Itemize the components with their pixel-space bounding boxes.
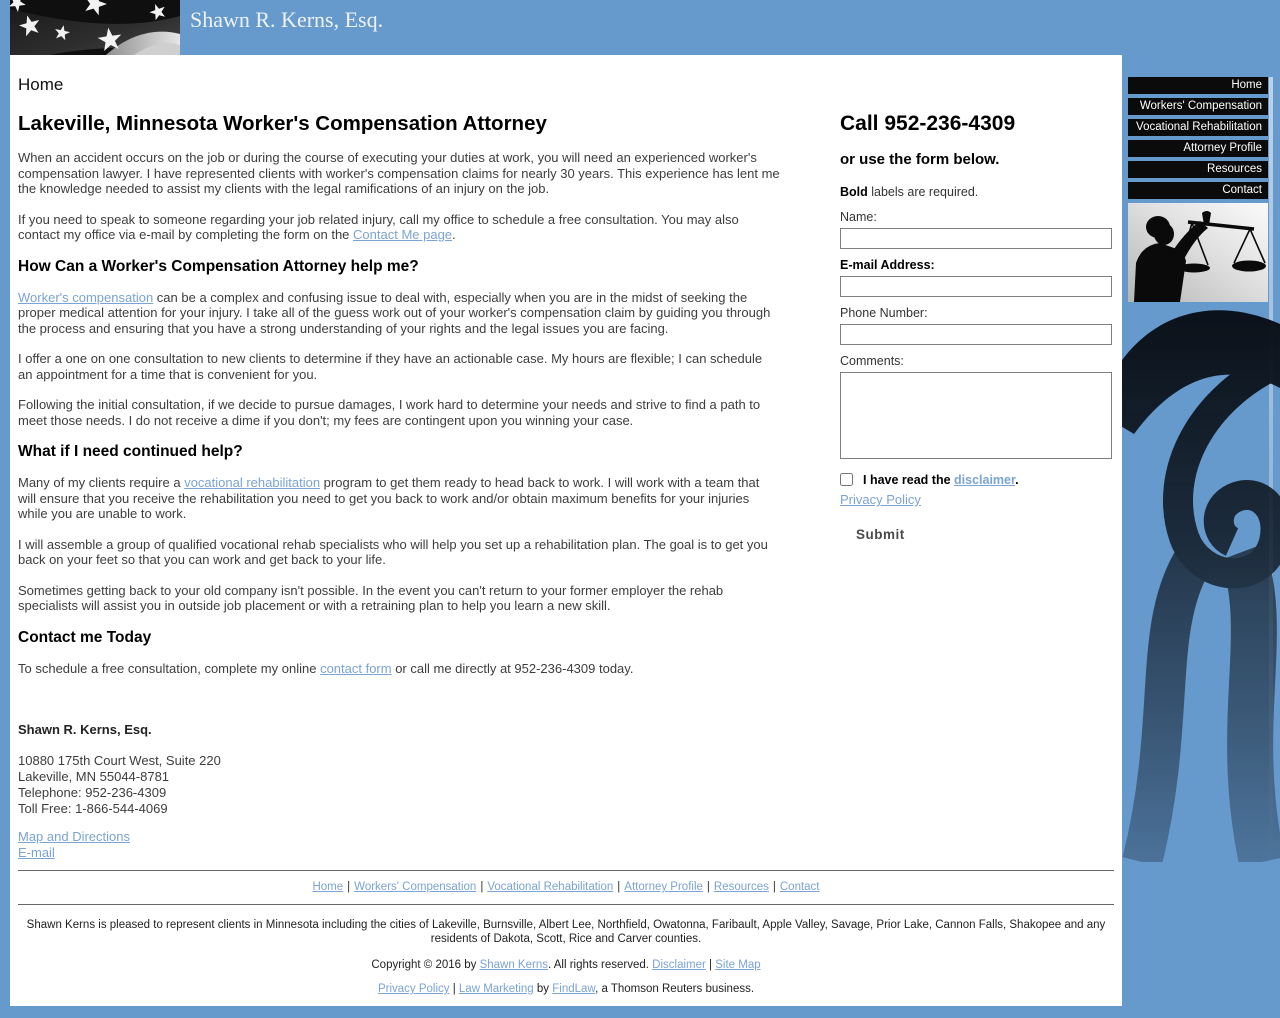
tollfree-line: Toll Free: 1-866-544-4069 [18, 801, 168, 816]
footer-disclaimer-link[interactable]: Disclaimer [652, 959, 706, 971]
ribbon-graphic [1122, 302, 1280, 862]
text-segment: Copyright © 2016 by [371, 959, 480, 971]
phone-input[interactable] [840, 324, 1112, 345]
privacy-policy-link[interactable]: Privacy Policy [840, 492, 921, 507]
page-title: Lakeville, Minnesota Worker's Compensation Attorney [18, 112, 547, 135]
contact-card [18, 722, 780, 861]
footer-nav-contact[interactable]: Contact [779, 881, 820, 893]
footer-nav-attorney-profile[interactable]: Attorney Profile [624, 881, 703, 893]
contact-me-page-link[interactable]: Contact Me page [353, 227, 453, 242]
separator: | [772, 881, 776, 893]
footer-nav-workers-compensation[interactable]: Workers' Compensation [354, 881, 477, 893]
separator: | [706, 881, 710, 893]
sidebar-item-home[interactable]: Home [1128, 77, 1268, 94]
disclaimer-link[interactable]: disclaimer [954, 473, 1016, 487]
contact-form-panel [840, 112, 1112, 544]
email-label: E-mail Address: [840, 258, 935, 272]
comments-label: Comments: [840, 354, 904, 368]
sidebar-item-workers-compensation[interactable]: Workers' Compensation [1128, 98, 1268, 115]
text-segment: . All rights reserved. [547, 959, 653, 971]
footer-privacy-policy-link[interactable]: Privacy Policy [377, 983, 450, 995]
text-segment: . [1015, 473, 1019, 487]
text-segment: Bold [840, 185, 868, 199]
separator: | [705, 959, 716, 971]
email-link[interactable]: E-mail [18, 845, 55, 860]
text-segment: . [452, 227, 456, 242]
intro-paragraph-2 [18, 212, 780, 243]
call-phone-heading: Call 952-236-4309 [840, 112, 1016, 135]
email-input[interactable] [840, 276, 1112, 297]
law-marketing-link[interactable]: Law Marketing [458, 983, 534, 995]
attorney-name: Shawn R. Kerns, Esq. [18, 722, 152, 737]
continued-paragraph-1 [18, 475, 780, 522]
continued-paragraph-3: Sometimes getting back to your old company isn't possible. In the event you can't return to your former employer the rehab specialists will assist you in outside job placement or with a retraining plan to help you learn a new skill. [18, 582, 724, 613]
help-paragraph-2: I offer a one on one consultation to new clients to determine if they have an actionable case. My hours are flexible; I can schedule an appointment for a time that is convenient for you. [18, 351, 763, 382]
footer-nav [18, 871, 1114, 904]
section-heading-continued: What if I need continued help? [18, 443, 243, 460]
text-segment: program to get them ready to head back to work. I will work with a team that will ensure that you receive the rehabilitation you need to get you back to work and/or obtain maximum benefits for your injuries while you are unable to work. [18, 475, 760, 521]
address-line-1: 10880 175th Court West, Suite 220 [18, 753, 221, 768]
footer-legal [18, 983, 1114, 995]
text-segment: I have read the [863, 473, 955, 487]
main-content [18, 112, 780, 861]
name-input[interactable] [840, 228, 1112, 249]
footer-disclaimer-text: Shawn Kerns is pleased to represent clients in Minnesota including the cities of Lakeville, Burnsville, Albert Lee, Northfield, Owatonna, Faribault, Apple Valley, Savage, Prior Lake, Cannon Falls, Shakopee and any residents of Dakota, Scott, Rice and Carver counties. [26, 919, 1106, 945]
page-footer [18, 870, 1114, 995]
text-segment: If you need to speak to someone regarding your job related injury, call my office to schedule a free consultation. You may also contact my office via e-mail by completing the form on the [18, 211, 739, 242]
shawn-kerns-link[interactable]: Shawn Kerns [479, 959, 548, 971]
help-paragraph-3: Following the initial consultation, if we decide to pursue damages, I work hard to determine your needs and strive to find a path to meet those needs. I do not receive a dime if you don't; my fees are contingent upon you winning your case. [18, 397, 761, 428]
separator: | [347, 881, 351, 893]
sidebar-item-contact[interactable]: Contact [1128, 182, 1268, 199]
workers-compensation-link[interactable]: Worker's compensation [18, 289, 154, 305]
address-line-2: Lakeville, MN 55044-8781 [18, 769, 170, 784]
continued-paragraph-2: I will assemble a group of qualified vocational rehab specialists who will help you set up a rehabilitation plan. The goal is to get you back on your feet so that you can work and get back to your life. [18, 536, 768, 567]
sidebar-item-attorney-profile[interactable]: Attorney Profile [1128, 140, 1268, 157]
phone-line: Telephone: 952-236-4309 [18, 785, 167, 800]
separator: | [449, 983, 459, 995]
sidebar-item-vocational-rehabilitation[interactable]: Vocational Rehabilitation [1128, 119, 1268, 136]
site-map-link[interactable]: Site Map [715, 959, 761, 971]
contact-paragraph [18, 661, 780, 677]
findlaw-link[interactable]: FindLaw [552, 983, 596, 995]
section-heading-contact: Contact me Today [18, 628, 152, 646]
site-title: Shawn R. Kerns, Esq. [190, 7, 384, 32]
contact-form-link[interactable]: contact form [320, 660, 392, 676]
footer-nav-resources[interactable]: Resources [713, 881, 769, 893]
text-segment: Many of my clients require a [18, 475, 185, 490]
footer-nav-home[interactable]: Home [312, 881, 344, 893]
map-directions-link[interactable]: Map and Directions [18, 829, 130, 844]
section-heading-help: How Can a Worker's Compensation Attorney help me? [18, 257, 419, 275]
disclaimer-checkbox[interactable] [840, 473, 853, 486]
comments-textarea[interactable] [840, 372, 1112, 459]
disclaimer-row [840, 473, 1112, 487]
text-segment: To schedule a free consultation, complete my online [18, 660, 321, 676]
sidebar-nav [1128, 77, 1268, 203]
text-segment: , a Thomson Reuters business. [595, 983, 755, 995]
page-content-area [10, 55, 1122, 1006]
text-segment: can be a complex and confusing issue to deal with, especially when you are in the midst of seeking the proper medical attention for your injury. I take all of the guess work out of your worker's compensation claim by guiding you through the process and ensuring that you have a strong understanding of your rights and the legal issues you are facing. [18, 289, 771, 336]
form-subheading: or use the form below. [840, 151, 1000, 168]
submit-button[interactable]: Submit [856, 527, 905, 542]
us-flag-image [10, 0, 180, 55]
name-label: Name: [840, 210, 877, 224]
separator: | [617, 881, 621, 893]
text-segment: labels are required. [867, 185, 979, 199]
text-segment: by [533, 983, 553, 995]
vocational-rehabilitation-link[interactable]: vocational rehabilitation [184, 475, 321, 490]
phone-label: Phone Number: [840, 306, 928, 320]
scales-of-justice-image [1128, 203, 1268, 302]
text-segment: or call me directly at 952-236-4309 today. [391, 660, 634, 676]
footer-nav-vocational-rehabilitation[interactable]: Vocational Rehabilitation [487, 881, 614, 893]
footer-copyright [18, 959, 1114, 971]
sidebar-item-resources[interactable]: Resources [1128, 161, 1268, 178]
site-header [0, 0, 1280, 55]
intro-paragraph-1: When an accident occurs on the job or during the course of executing your duties at work, you will need an experienced worker's compensation lawyer. I have represented clients with worker's compensation claims for nearly 30 years. This experience has lent me the knowledge needed to assist my clients with the legal ramifications of an injury on the job. [18, 150, 780, 196]
breadcrumb: Home [18, 75, 64, 94]
help-paragraph-1 [18, 290, 780, 337]
required-note [840, 185, 1112, 199]
separator: | [480, 881, 484, 893]
